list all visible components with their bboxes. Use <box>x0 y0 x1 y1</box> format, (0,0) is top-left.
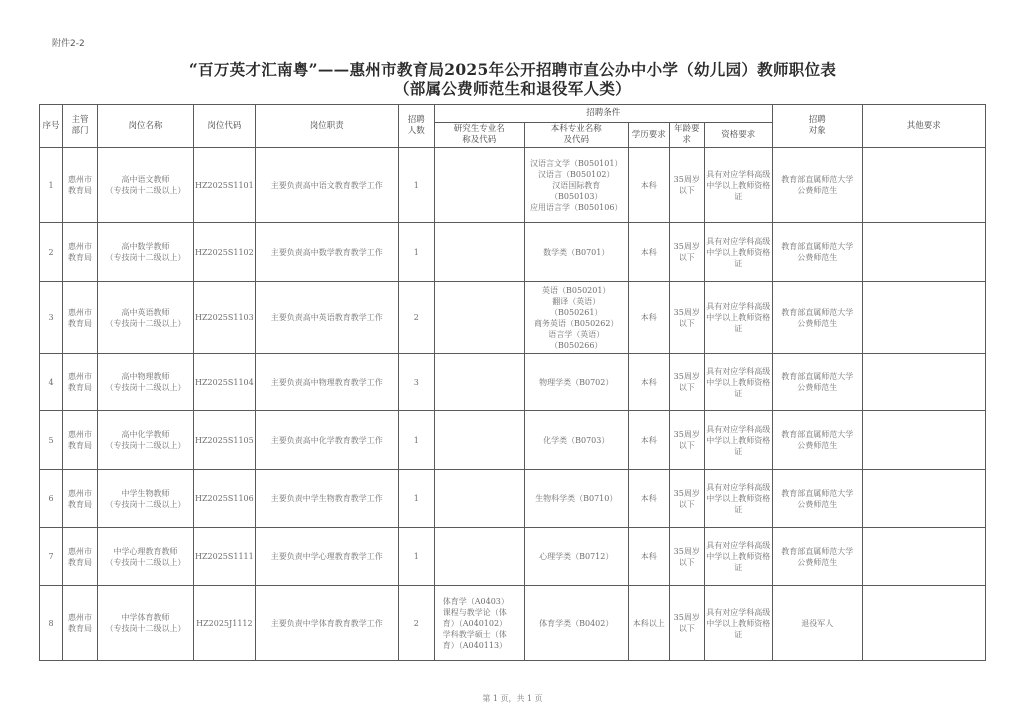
cell-education: 本科 <box>628 223 669 282</box>
cell-text: 惠州市教育局 <box>68 372 92 392</box>
cell-text: 35周岁以下 <box>673 175 700 195</box>
cell-qualification: 具有对应学科高级中学以上教师资格证 <box>704 148 772 223</box>
cell-undergrad-major <box>524 282 628 354</box>
cell-other <box>862 586 985 661</box>
cell-text: 教育部直属师范大学公费师范生 <box>781 430 854 450</box>
text-line: 育）（A040113） <box>442 640 508 650</box>
cell-qualification: 具有对应学科高级中学以上教师资格证 <box>704 282 772 354</box>
text-line: 语言学（英语） <box>548 329 605 339</box>
cell-dept <box>63 148 98 223</box>
cell-text: 惠州市教育局 <box>68 488 92 509</box>
cell-target <box>772 223 862 282</box>
cell-seq: 1 <box>40 148 63 223</box>
cell-age <box>669 148 704 223</box>
header-count: 招聘人数 <box>398 105 434 148</box>
post-name: 中学体育教师 <box>121 613 170 622</box>
text-line: 生物科学类（B0710） <box>535 494 618 503</box>
cell-undergrad-major <box>524 411 628 470</box>
cell-count: 2 <box>398 586 434 661</box>
cell-qualification: 具有对应学科高级中学以上教师资格证 <box>704 223 772 282</box>
cell-post-name <box>98 354 194 411</box>
cell-post-name <box>98 282 194 354</box>
cell-seq: 7 <box>40 528 63 586</box>
cell-dept <box>63 470 98 528</box>
cell-target <box>772 282 862 354</box>
cell-undergrad-major <box>524 148 628 223</box>
cell-grad-major <box>434 586 524 661</box>
cell-qualification: 具有对应学科高级中学以上教师资格证 <box>704 528 772 586</box>
table-row <box>40 411 986 470</box>
cell-count: 1 <box>398 148 434 223</box>
cell-text: 教育部直属师范大学公费师范生 <box>781 488 854 509</box>
cell-seq: 6 <box>40 470 63 528</box>
cell-count: 1 <box>398 223 434 282</box>
cell-grad-major <box>434 148 524 223</box>
cell-text: 教育部直属师范大学公费师范生 <box>781 175 854 195</box>
header-seq: 序号 <box>40 105 63 148</box>
cell-duties: 主要负责高中物理教育教学工作 <box>255 354 398 411</box>
cell-text: 教育部直属师范大学公费师范生 <box>781 242 854 262</box>
text-line: 体育学（A0403） <box>442 596 509 606</box>
post-name: 高中化学教师 <box>121 430 170 439</box>
text-line: 汉语言文学（B050101） <box>530 158 623 168</box>
cell-post-name <box>98 528 194 586</box>
cell-education: 本科以上 <box>628 586 669 661</box>
table-row <box>40 528 986 586</box>
cell-age <box>669 354 704 411</box>
text-line: 心理学类（B0712） <box>539 552 614 561</box>
cell-seq: 8 <box>40 586 63 661</box>
cell-other <box>862 148 985 223</box>
cell-duties: 主要负责高中语文教育教学工作 <box>255 148 398 223</box>
cell-undergrad-major <box>524 354 628 411</box>
cell-text: 教育部直属师范大学公费师范生 <box>781 307 854 328</box>
header-dept: 主管部门 <box>63 105 98 148</box>
cell-text: 惠州市教育局 <box>68 307 92 328</box>
text-line: 课程与教学论（体 <box>442 607 507 617</box>
page-footer: 第 1 页，共 1 页 <box>482 694 543 703</box>
cell-age <box>669 586 704 661</box>
table-row <box>40 282 986 354</box>
cell-undergrad-major <box>524 586 628 661</box>
cell-text: 惠州市教育局 <box>68 430 92 450</box>
document-subtitle: （部属公费师范生和退役军人类） <box>393 79 631 98</box>
header-post-name: 岗位名称 <box>98 105 194 148</box>
cell-dept <box>63 282 98 354</box>
text-line: （B050103） <box>550 191 603 201</box>
table-row <box>40 586 986 661</box>
cell-dept <box>63 586 98 661</box>
text-line: 学科教学硕士（体 <box>442 629 507 639</box>
cell-text: 35周岁以下 <box>673 430 700 450</box>
cell-text: 教育部直属师范大学公费师范生 <box>781 546 854 567</box>
header-target: 招聘对象 <box>772 105 862 148</box>
cell-count: 3 <box>398 354 434 411</box>
cell-qualification: 具有对应学科高级中学以上教师资格证 <box>704 411 772 470</box>
cell-duties: 主要负责中学生物教育教学工作 <box>255 470 398 528</box>
text-line: 体育学类（B0402） <box>539 618 614 628</box>
cell-dept <box>63 411 98 470</box>
text-line: （B050266） <box>550 340 603 350</box>
cell-qualification: 具有对应学科高级中学以上教师资格证 <box>704 586 772 661</box>
cell-undergrad-major <box>524 223 628 282</box>
text-line: 育）（A040102） <box>442 618 508 628</box>
cell-text: 35周岁以下 <box>673 488 700 509</box>
cell-age <box>669 528 704 586</box>
post-level: （专技岗十二级以上） <box>105 253 186 262</box>
text-line: 商务英语（B050262） <box>534 318 619 328</box>
cell-grad-major <box>434 411 524 470</box>
cell-post-code: HZ2025S1111 <box>194 528 256 586</box>
text-line: 汉语国际教育 <box>552 180 601 190</box>
post-level: （专技岗十二级以上） <box>105 624 186 633</box>
cell-undergrad-major <box>524 528 628 586</box>
cell-dept <box>63 354 98 411</box>
cell-post-name <box>98 470 194 528</box>
cell-education: 本科 <box>628 354 669 411</box>
cell-text: 35周岁以下 <box>673 372 700 392</box>
cell-post-code: HZ2025S1106 <box>194 470 256 528</box>
post-name: 高中英语教师 <box>121 307 170 317</box>
cell-post-code: HZ2025S1105 <box>194 411 256 470</box>
header-education: 学历要求 <box>628 123 669 148</box>
cell-education: 本科 <box>628 411 669 470</box>
header-undergrad-major: 本科专业名称及代码 <box>524 123 628 148</box>
text-line: 应用语言学（B050106） <box>530 202 623 212</box>
text-line: 数学类（B0701） <box>543 247 610 257</box>
post-level: （专技岗十二级以上） <box>105 441 186 450</box>
cell-dept <box>63 223 98 282</box>
header-age: 年龄要求 <box>669 123 704 148</box>
cell-text: 退役军人 <box>801 618 834 628</box>
cell-count: 1 <box>398 411 434 470</box>
cell-post-code: HZ2025S1104 <box>194 354 256 411</box>
cell-education: 本科 <box>628 528 669 586</box>
cell-age <box>669 411 704 470</box>
table-row <box>40 354 986 411</box>
cell-target <box>772 586 862 661</box>
cell-grad-major <box>434 470 524 528</box>
post-name: 高中物理教师 <box>121 372 170 381</box>
header-duties: 岗位职责 <box>255 105 398 148</box>
header-post-code: 岗位代码 <box>194 105 256 148</box>
cell-dept <box>63 528 98 586</box>
post-name: 高中数学教师 <box>121 242 170 251</box>
cell-post-name <box>98 586 194 661</box>
text-line: 翻译（英语） <box>552 296 601 306</box>
post-level: （专技岗十二级以上） <box>105 499 186 509</box>
cell-undergrad-major <box>524 470 628 528</box>
cell-qualification: 具有对应学科高级中学以上教师资格证 <box>704 354 772 411</box>
cell-text: 35周岁以下 <box>673 242 700 262</box>
cell-text: 教育部直属师范大学公费师范生 <box>781 372 854 392</box>
cell-education: 本科 <box>628 148 669 223</box>
post-level: （专技岗十二级以上） <box>105 557 186 567</box>
cell-age <box>669 470 704 528</box>
cell-count: 1 <box>398 470 434 528</box>
text-line: 汉语言（B050102） <box>538 169 615 179</box>
post-level: （专技岗十二级以上） <box>105 318 186 328</box>
cell-count: 1 <box>398 528 434 586</box>
cell-text: 惠州市教育局 <box>68 175 92 195</box>
table-body <box>40 148 986 661</box>
post-level: （专技岗十二级以上） <box>105 383 186 392</box>
cell-age <box>669 223 704 282</box>
cell-other <box>862 470 985 528</box>
cell-other <box>862 282 985 354</box>
cell-other <box>862 223 985 282</box>
cell-target <box>772 354 862 411</box>
cell-target <box>772 528 862 586</box>
text-line: 化学类（B0703） <box>543 435 610 445</box>
cell-duties: 主要负责高中英语教育教学工作 <box>255 282 398 354</box>
document-title: “百万英才汇南粤”——惠州市教育局2025年公开招聘市直公办中小学（幼儿园）教师职位表 <box>188 60 837 79</box>
cell-target <box>772 411 862 470</box>
cell-post-name <box>98 223 194 282</box>
cell-text: 惠州市教育局 <box>68 242 92 262</box>
cell-duties: 主要负责中学心理教育教学工作 <box>255 528 398 586</box>
post-name: 中学生物教师 <box>121 488 170 498</box>
cell-seq: 2 <box>40 223 63 282</box>
cell-duties: 主要负责中学体育教育教学工作 <box>255 586 398 661</box>
cell-seq: 3 <box>40 282 63 354</box>
post-name: 高中语文教师 <box>121 175 170 184</box>
table-row <box>40 223 986 282</box>
cell-duties: 主要负责高中化学教育教学工作 <box>255 411 398 470</box>
cell-seq: 4 <box>40 354 63 411</box>
cell-text: 35周岁以下 <box>673 546 700 567</box>
cell-text: 惠州市教育局 <box>68 546 92 567</box>
cell-grad-major <box>434 528 524 586</box>
post-level: （专技岗十二级以上） <box>105 186 186 195</box>
cell-post-name <box>98 148 194 223</box>
cell-post-name <box>98 411 194 470</box>
cell-text: 35周岁以下 <box>673 307 700 328</box>
cell-text: 惠州市教育局 <box>68 613 92 633</box>
cell-post-code: HZ2025S1101 <box>194 148 256 223</box>
header-conditions: 招聘条件 <box>434 105 772 123</box>
cell-post-code: HZ2025S1103 <box>194 282 256 354</box>
table-row <box>40 470 986 528</box>
cell-seq: 5 <box>40 411 63 470</box>
cell-education: 本科 <box>628 282 669 354</box>
cell-grad-major <box>434 354 524 411</box>
cell-post-code: HZ2025S1102 <box>194 223 256 282</box>
cell-count: 2 <box>398 282 434 354</box>
cell-other <box>862 354 985 411</box>
cell-qualification: 具有对应学科高级中学以上教师资格证 <box>704 470 772 528</box>
cell-target <box>772 470 862 528</box>
text-line: 英语（B050201） <box>542 285 611 295</box>
table-row <box>40 148 986 223</box>
cell-grad-major <box>434 223 524 282</box>
cell-grad-major <box>434 282 524 354</box>
header-grad-major: 研究生专业名称及代码 <box>434 123 524 148</box>
cell-other <box>862 528 985 586</box>
cell-education: 本科 <box>628 470 669 528</box>
cell-other <box>862 411 985 470</box>
cell-age <box>669 282 704 354</box>
cell-text: 35周岁以下 <box>673 613 700 633</box>
post-name: 中学心理教育教师 <box>113 546 178 556</box>
positions-table <box>39 104 986 661</box>
text-line: 物理学类（B0702） <box>539 377 614 387</box>
header-other: 其他要求 <box>862 105 985 148</box>
text-line: （B050261） <box>550 307 603 317</box>
header-qualification: 资格要求 <box>704 123 772 148</box>
attachment-label: 附件2-2 <box>52 39 85 49</box>
cell-post-code: HZ2025J1112 <box>194 586 256 661</box>
cell-duties: 主要负责高中数学教育教学工作 <box>255 223 398 282</box>
cell-target <box>772 148 862 223</box>
